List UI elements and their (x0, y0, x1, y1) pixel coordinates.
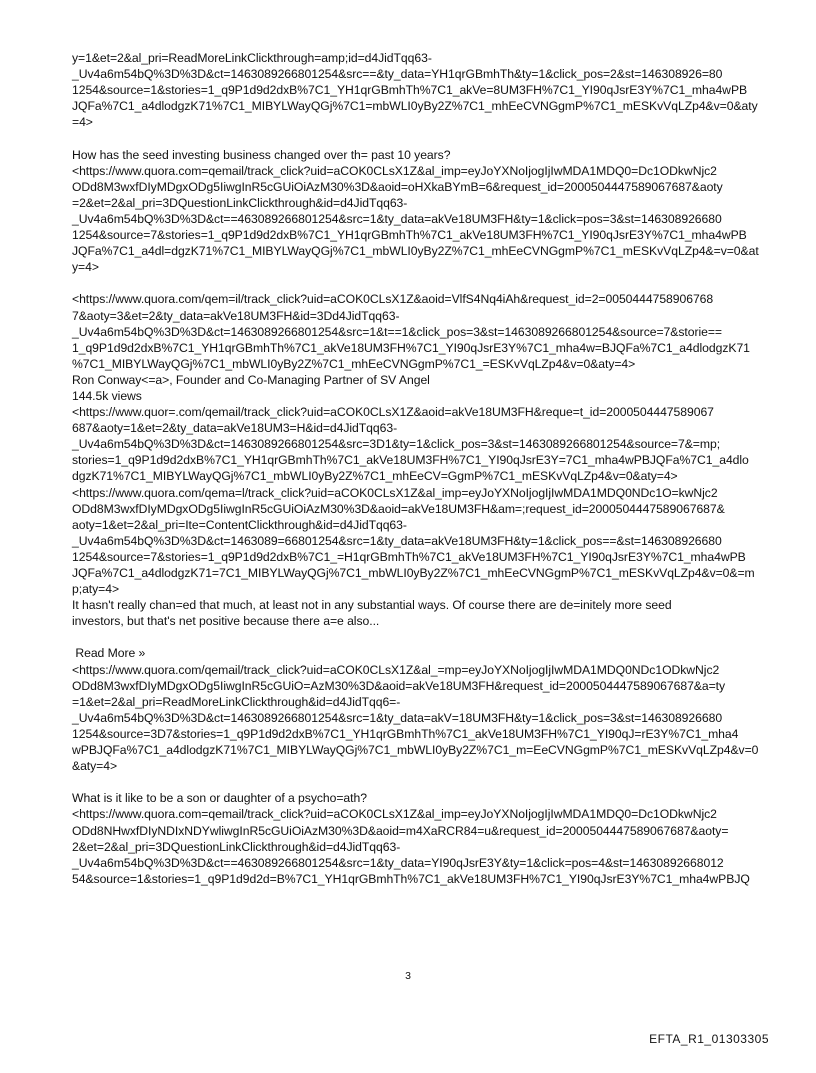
text-line: ODd8M3wxfDIyMDgxODg5IiwgInR5cGUiOiAzM30%3D&aoid=oHXkaBYmB=6&request_id=2000504447589067687&aoty (72, 179, 723, 194)
question-title: What is it like to be a son or daughter of a psycho=ath? (72, 791, 367, 806)
text-line: &aty=4> (72, 759, 118, 774)
text-line: _Uv4a6m54bQ%3D%3D&ct=1463089266801254&src=1&t==1&click_pos=3&st=1463089266801254&source=7&storie== (72, 324, 722, 339)
text-line: <https://www.quor=.com/qemail/track_click?uid=aCOK0CLsX1Z&aoid=akVe18UM3FH&reque=t_id=2000504447589067 (72, 405, 714, 420)
question-title: How has the seed investing business changed over th= past 10 years? (72, 147, 451, 162)
text-line: 2&et=2&al_pri=3DQuestionLinkClickthrough&id=d4JidTqq63- (72, 839, 401, 854)
text-line: %7C1_MIBYLWayQGj%7C1_mbWLI0yBy2Z%7C1_mhEeCVNGgmP%7C1_=ESKvVqLZp4&v=0&aty=4> (72, 356, 636, 371)
text-line: 1254&source=7&stories=1_q9P1d9d2dxB%7C1_YH1qrGBmhTh%7C1_akVe18UM3FH%7C1_YI90qJsrE3Y%7C1_mha4wPB (72, 228, 747, 243)
text-line: _Uv4a6m54bQ%3D%3D&ct==463089266801254&src=1&ty_data=YI90qJsrE3Y&ty=1&click=pos=4&st=14630892668012 (72, 855, 724, 870)
text-line: _Uv4a6m54bQ%3D%3D&ct=1463089=66801254&src=1&ty_data=akVe18UM3FH&ty=1&click_pos==&st=146308926680 (72, 533, 722, 548)
text-line: =1&et=2&al_pri=ReadMoreLinkClickthrough&id=d4JidTqq6=- (72, 694, 401, 709)
text-line: =4> (72, 115, 93, 130)
text-line: _Uv4a6m54bQ%3D%3D&ct=1463089266801254&src=3D1&ty=1&click_pos=3&st=1463089266801254&source=7&=mp; (72, 437, 721, 452)
read-more-link: Read More » (72, 646, 146, 661)
paragraph-read-more-link-tail (72, 50, 768, 130)
text-line: dgzK71%7C1_MIBYLWayQGj%7C1_mbWLI0yBy2Z%7C1_mhEeCV=GgmP%7C1_mESKvVqLZp4&v=0&aty=4> (72, 469, 678, 484)
paragraph-answer-ron-conway (72, 291, 768, 629)
answer-excerpt: investors, but that's net positive because there a=e also... (72, 614, 380, 629)
text-line: aoty=1&et=2&al_pri=Ite=ContentClickthrough&id=d4JidTqq63- (72, 517, 407, 532)
text-line: ODd8M3wxfDIyMDgxODg5IiwgInR5cGUiOiAzM30%3D&aoid=akVe18UM3FH&am=;request_id=2000504447589067687& (72, 501, 725, 516)
text-line: wPBJQFa%7C1_a4dlodgzK71%7C1_MIBYLWayQGj%7C1_mbWLI0yBy2Z%7C1_m=EeCVNGgmP%7C1_mESKvVqLZp4&v=0 (72, 743, 759, 758)
text-line: JQFa%7C1_a4dlodgzK71%7C1_MIBYLWayQGj%7C1=mbWLI0yBy2Z%7C1_mhEeCVNGgmP%7C1_mESKvVqLZp4&v=0&aty (72, 99, 758, 114)
text-line: stories=1_q9P1d9d2dxB%7C1_YH1qrGBmhTh%7C1_akVe18UM3FH%7C1_YI90qJsrE3Y=7C1_mha4wPBJQFa%7C1_a4dlo (72, 453, 749, 468)
text-line: 687&aoty=1&et=2&ty_data=akVe18UM3=H&id=d4JidTqq63- (72, 421, 398, 436)
text-line: <https://www.quora.com/qem=il/track_click?uid=aCOK0CLsX1Z&aoid=VlfS4Nq4iAh&request_id=2=0050444758906768 (72, 292, 714, 307)
text-line: <https://www.quora.com=qemail/track_click?uid=aCOK0CLsX1Z&al_imp=eyJoYXNoIjogIjIwMDA1MDQ0=Dc1ODkwNjc2 (72, 163, 717, 178)
text-line: ODd8M3wxfDIyMDgxODg5IiwgInR5cGUiO=AzM30%3D&aoid=akVe18UM3FH&request_id=2000504447589067687&a=ty (72, 678, 726, 693)
text-line: _Uv4a6m54bQ%3D%3D&ct=1463089266801254&src=1&ty_data=akV=18UM3FH&ty=1&click_pos=3&st=146308926680 (72, 710, 723, 725)
text-line: 54&source=1&stories=1_q9P1d9d2d=B%7C1_YH1qrGBmhTh%7C1_akVe18UM3FH%7C1_YI90qJsrE3Y%7C1_mha4wPBJQ (72, 871, 750, 886)
text-line: p;aty=4> (72, 582, 120, 597)
text-line: y=1&et=2&al_pri=ReadMoreLinkClickthrough=amp;id=d4JidTqq63- (72, 51, 432, 65)
text-line: y=4> (72, 260, 99, 275)
text-line: _Uv4a6m54bQ%3D%3D&ct=1463089266801254&src==&ty_data=YH1qrGBmhTh&ty=1&click_pos=2&st=146308926=80 (72, 67, 723, 82)
text-line: 1_q9P1d9d2dxB%7C1_YH1qrGBmhTh%7C1_akVe18UM3FH%7C1_YI90qJsrE3Y%7C1_mha4w=BJQFa%7C1_a4dlodgzK71 (72, 340, 750, 355)
text-line: =2&et=2&al_pri=3DQuestionLinkClickthrough&id=d4JidTqq63- (72, 195, 408, 210)
document-id: EFTA_R1_01303305 (649, 1032, 769, 1046)
text-line: 1254&source=3D7&stories=1_q9P1d9d2dxB%7C1_YH1qrGBmhTh%7C1_akVe18UM3FH%7C1_YI90qJ=rE3Y%7C1_mha4 (72, 726, 739, 741)
paragraph-read-more (72, 645, 768, 774)
author-line: Ron Conway<=a>, Founder and Co-Managing Partner of SV Angel (72, 372, 430, 387)
text-line: JQFa%7C1_a4dlodgzK71=7C1_MIBYLWayQGj%7C1_mbWLI0yBy2Z%7C1_mhEeCVNGgmP%7C1_mESKvVqLZp4&v=0&=m (72, 566, 755, 580)
answer-excerpt: It hasn't really chan=ed that much, at least not in any substantial ways. Of course there are de=initely more seed (72, 598, 672, 613)
text-line: 1254&source=7&stories=1_q9P1d9d2dxB%7C1_=H1qrGBmhTh%7C1_akVe18UM3FH%7C1_YI90qJsrE3Y%7C1_mha4wPB (72, 549, 746, 564)
text-line: <https://www.quora.com/qema=l/track_click?uid=aCOK0CLsX1Z&al_imp=eyJoYXNoIjogIjIwMDA1MDQ0NDc1O=kwNjc2 (72, 485, 718, 500)
document-body (72, 50, 768, 887)
text-line: <https://www.quora.com/qemail/track_click?uid=aCOK0CLsX1Z&al_=mp=eyJoYXNoIjogIjIwMDA1MDQ0NDc1ODkwNjc2 (72, 662, 720, 677)
paragraph-psychopath-question (72, 790, 768, 887)
text-line: _Uv4a6m54bQ%3D%3D&ct==463089266801254&src=1&ty_data=akVe18UM3FH&ty=1&click=pos=3&st=146308926680 (72, 211, 722, 226)
text-line: 7&aoty=3&et=2&ty_data=akVe18UM3FH&id=3Dd4JidTqq63- (72, 308, 400, 323)
page-number: 3 (405, 970, 411, 982)
paragraph-seed-investing-question (72, 147, 768, 276)
text-line: ODd8NHwxfDIyNDIxNDYwliwgInR5cGUiOiAzM30%3D&aoid=m4XaRCR84=u&request_id=2000504447589067687&aoty= (72, 823, 729, 838)
text-line: JQFa%7C1_a4dl=dgzK71%7C1_MIBYLWayQGj%7C1_mbWLI0yBy2Z%7C1_mhEeCVNGgmP%7C1_mESKvVqLZp4&=v=0&at (72, 244, 759, 259)
views-count: 144.5k views (72, 388, 142, 403)
text-line: <https://www.quora.com=qemail/track_click?uid=aCOK0CLsX1Z&al_imp=eyJoYXNoIjogIjIwMDA1MDQ0=Dc1ODkwNjc2 (72, 807, 717, 822)
text-line: 1254&source=1&stories=1_q9P1d9d2dxB%7C1_YH1qrGBmhTh%7C1_akVe=8UM3FH%7C1_YI90qJsrE3Y%7C1_mha4wPB (72, 83, 748, 98)
